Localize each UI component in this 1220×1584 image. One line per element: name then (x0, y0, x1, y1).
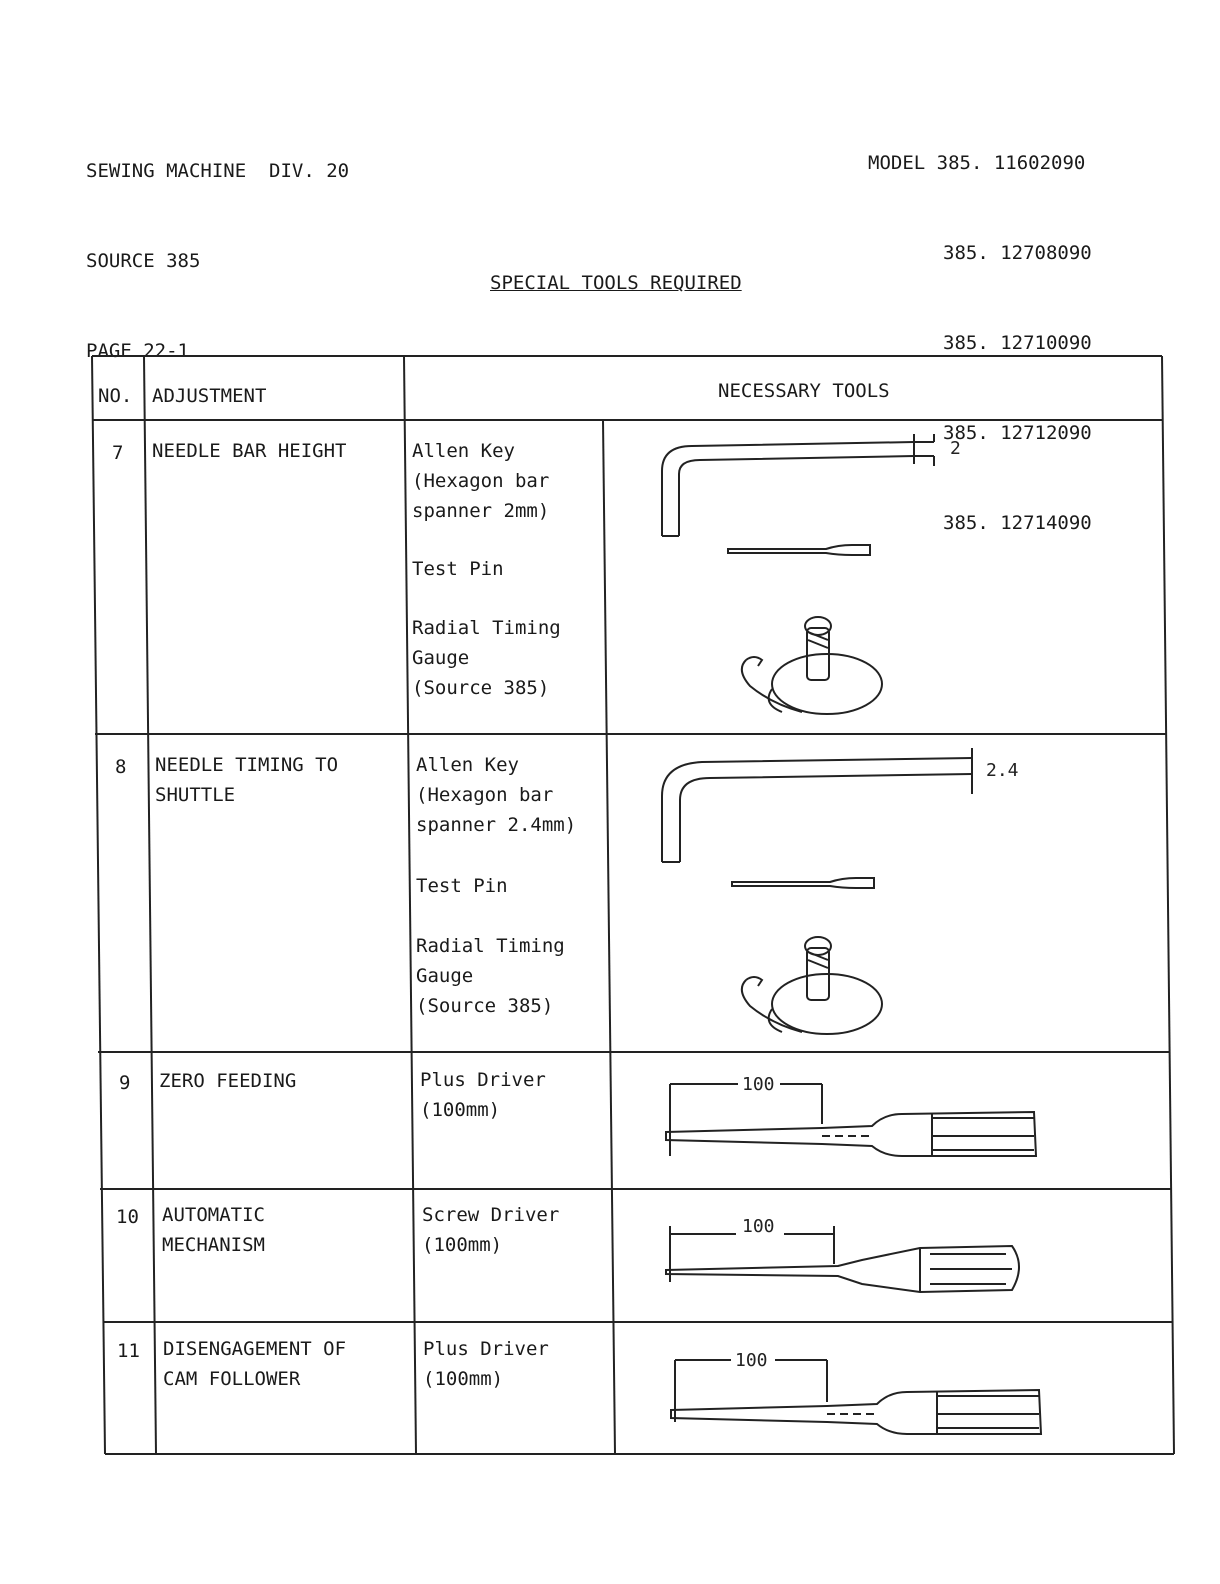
row-number: 9 (119, 1072, 131, 1094)
header-line-page: PAGE 22-1 (86, 340, 189, 362)
row-adjustment: ZERO FEEDING (159, 1070, 297, 1092)
dimension-label: 100 (742, 1216, 775, 1237)
column-header-necessary-tools: NECESSARY TOOLS (718, 380, 890, 402)
allen-key-icon (652, 744, 1019, 864)
row-number: 11 (117, 1340, 140, 1362)
allen-key-icon (652, 426, 972, 536)
plus-driver-icon (662, 1066, 1052, 1166)
dimension-label: 100 (742, 1074, 775, 1095)
dimension-label: 100 (735, 1350, 768, 1371)
tool-name: Radial Timing Gauge (Source 385) (416, 935, 565, 1017)
row-adjustment: AUTOMATIC MECHANISM (162, 1204, 265, 1256)
column-header-adjustment: ADJUSTMENT (152, 385, 267, 407)
tool-name: Screw Driver (100mm) (422, 1204, 560, 1256)
row-adjustment: NEEDLE TIMING TO SHUTTLE (155, 754, 339, 806)
column-header-no: NO. (98, 385, 133, 407)
tool-name: Allen Key (Hexagon bar spanner 2.4mm) (416, 754, 577, 836)
tool-name: Plus Driver (100mm) (420, 1069, 546, 1121)
model-label: MODEL (868, 152, 926, 174)
row-adjustment: NEEDLE BAR HEIGHT (152, 440, 347, 462)
dimension-label: 2.4 (986, 760, 1019, 781)
model-number: 385. 11602090 (936, 152, 1086, 174)
special-tools-table (92, 354, 1162, 1454)
row-number: 8 (115, 756, 127, 778)
row-number: 10 (116, 1206, 139, 1228)
test-pin-icon (726, 872, 886, 896)
header-line-source: SOURCE 385 (86, 250, 201, 272)
test-pin-icon (722, 539, 882, 563)
tool-name: Plus Driver (100mm) (423, 1338, 549, 1390)
tool-name: Allen Key (Hexagon bar spanner 2mm) (412, 440, 550, 522)
header-line-division: SEWING MACHINE DIV. 20 (86, 160, 350, 182)
tool-name: Test Pin (412, 558, 504, 580)
model-number: 385. 12710090 (943, 332, 1092, 354)
screw-driver-icon (662, 1202, 1042, 1302)
row-number: 7 (112, 442, 124, 464)
radial-timing-gauge-icon (732, 594, 902, 724)
model-number: 385. 12714090 (943, 512, 1092, 534)
model-number: 385. 12712090 (943, 422, 1092, 444)
dimension-label: 2 (950, 438, 961, 459)
document-header-left (86, 96, 349, 396)
tool-name: Radial Timing Gauge (Source 385) (412, 617, 561, 699)
radial-timing-gauge-icon (732, 914, 902, 1044)
row-adjustment: DISENGAGEMENT OF CAM FOLLOWER (163, 1338, 347, 1390)
page-title: SPECIAL TOOLS REQUIRED (490, 272, 742, 294)
tool-name: Test Pin (416, 875, 508, 897)
model-number: 385. 12708090 (943, 242, 1092, 264)
plus-driver-icon (667, 1344, 1057, 1444)
